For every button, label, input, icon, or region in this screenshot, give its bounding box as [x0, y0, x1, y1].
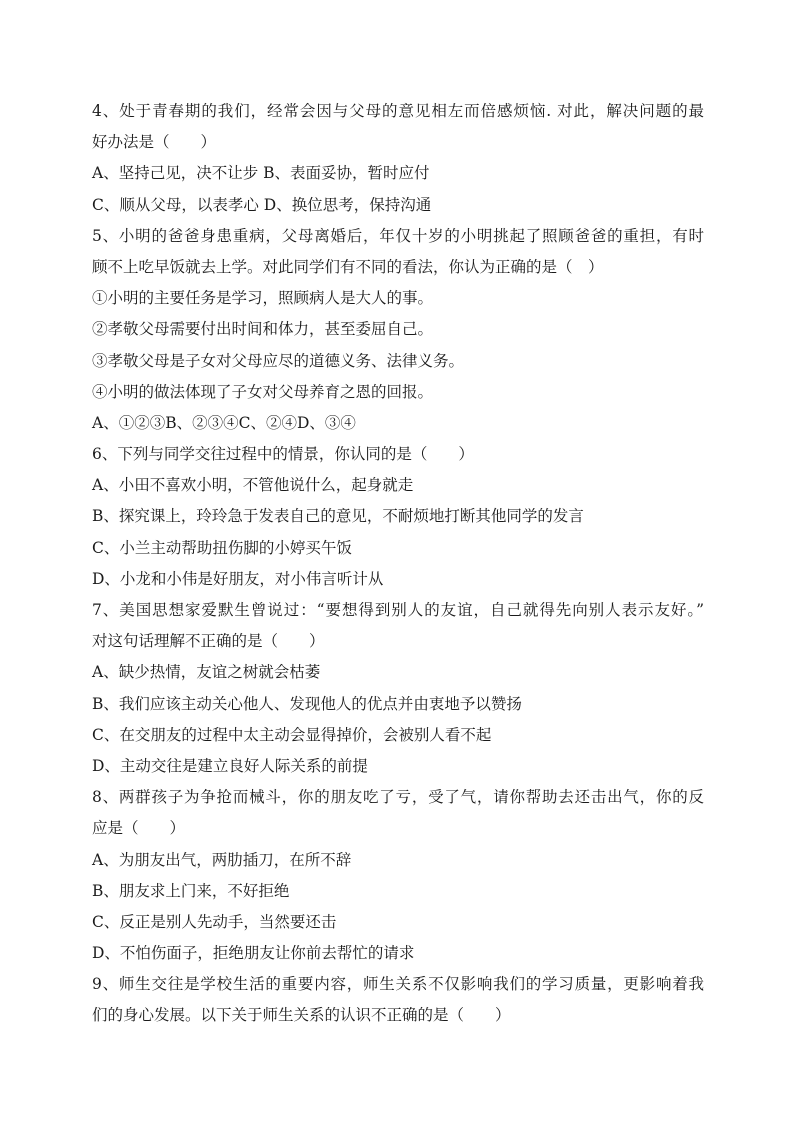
answer-option: B、我们应该主动关心他人、发现他人的优点并由衷地予以赞扬: [92, 694, 522, 713]
statement-item: ②孝敬父母需要付出时间和体力，甚至委屈自己。: [92, 320, 434, 339]
answer-option: D、不怕伤面子，拒绝朋友让你前去帮忙的请求: [92, 944, 415, 963]
question-list: [92, 96, 704, 1032]
answer-options: A、坚持己见，决不让步 B、表面妥协，暂时应付: [92, 164, 430, 183]
answer-option: C、小兰主动帮助扭伤脚的小婷买午饭: [92, 538, 352, 557]
question-stem: 9、师生交往是学校生活的重要内容，师生关系不仅影响我们的学习质量，更影响着我: [92, 975, 704, 994]
answer-option: A、小田不喜欢小明，不管他说什么，起身就走: [92, 476, 414, 495]
question-stem: 对这句话理解不正确的是（ ）: [92, 632, 325, 651]
question-6: [92, 439, 704, 595]
question-stem: 4、处于青春期的我们，经常会因与父母的意见相左而倍感烦恼. 对此，解决问题的最: [92, 102, 704, 120]
answer-option: B、探究课上，玲玲急于发表自己的意见，不耐烦地打断其他同学的发言: [92, 507, 584, 526]
question-stem: 8、两群孩子为争抢而械斗，你的朋友吃了亏，受了气，请你帮助去还击出气，你的反: [92, 788, 704, 807]
answer-option: B、朋友求上门来，不好拒绝: [92, 881, 290, 900]
question-9: [92, 969, 704, 1031]
question-4: [92, 96, 704, 221]
question-stem: 好办法是（ ）: [92, 133, 217, 152]
answer-options: A、①②③B、②③④C、②④D、③④: [92, 413, 356, 432]
answer-options: C、顺从父母，以表孝心 D、换位思考，保持沟通: [92, 195, 432, 214]
question-7: [92, 595, 704, 782]
statement-item: ④小明的做法体现了子女对父母养育之恩的回报。: [92, 382, 434, 401]
answer-option: D、小龙和小伟是好朋友，对小伟言听计从: [92, 569, 384, 588]
question-stem: 应是（ ）: [92, 819, 186, 838]
answer-option: D、主动交往是建立良好人际关系的前提: [92, 756, 368, 775]
question-stem: 5、小明的爸爸身患重病，父母离婚后，年仅十岁的小明挑起了照顾爸爸的重担，有时: [92, 226, 704, 245]
answer-option: A、缺少热情，友谊之树就会枯萎: [92, 663, 321, 682]
question-stem: 7、美国思想家爱默生曾说过：“要想得到别人的友谊，自己就得先向别人表示友好。”: [92, 601, 704, 619]
answer-option: C、反正是别人先动手，当然要还击: [92, 912, 337, 931]
question-8: [92, 782, 704, 969]
answer-option: C、在交朋友的过程中太主动会显得掉价，会被别人看不起: [92, 725, 492, 744]
question-5: [92, 221, 704, 439]
statement-item: ①小明的主要任务是学习，照顾病人是大人的事。: [92, 289, 434, 308]
statement-item: ③孝敬父母是子女对父母应尽的道德义务、法律义务。: [92, 351, 465, 370]
question-stem: 们的身心发展。以下关于师生关系的认识不正确的是（ ）: [92, 1006, 511, 1025]
question-stem: 6、下列与同学交往过程中的情景，你认同的是（ ）: [92, 445, 474, 464]
answer-option: A、为朋友出气，两肋插刀，在所不辞: [92, 850, 352, 869]
question-stem: 顾不上吃早饭就去上学。对此同学们有不同的看法，你认为正确的是（ ）: [92, 257, 604, 276]
